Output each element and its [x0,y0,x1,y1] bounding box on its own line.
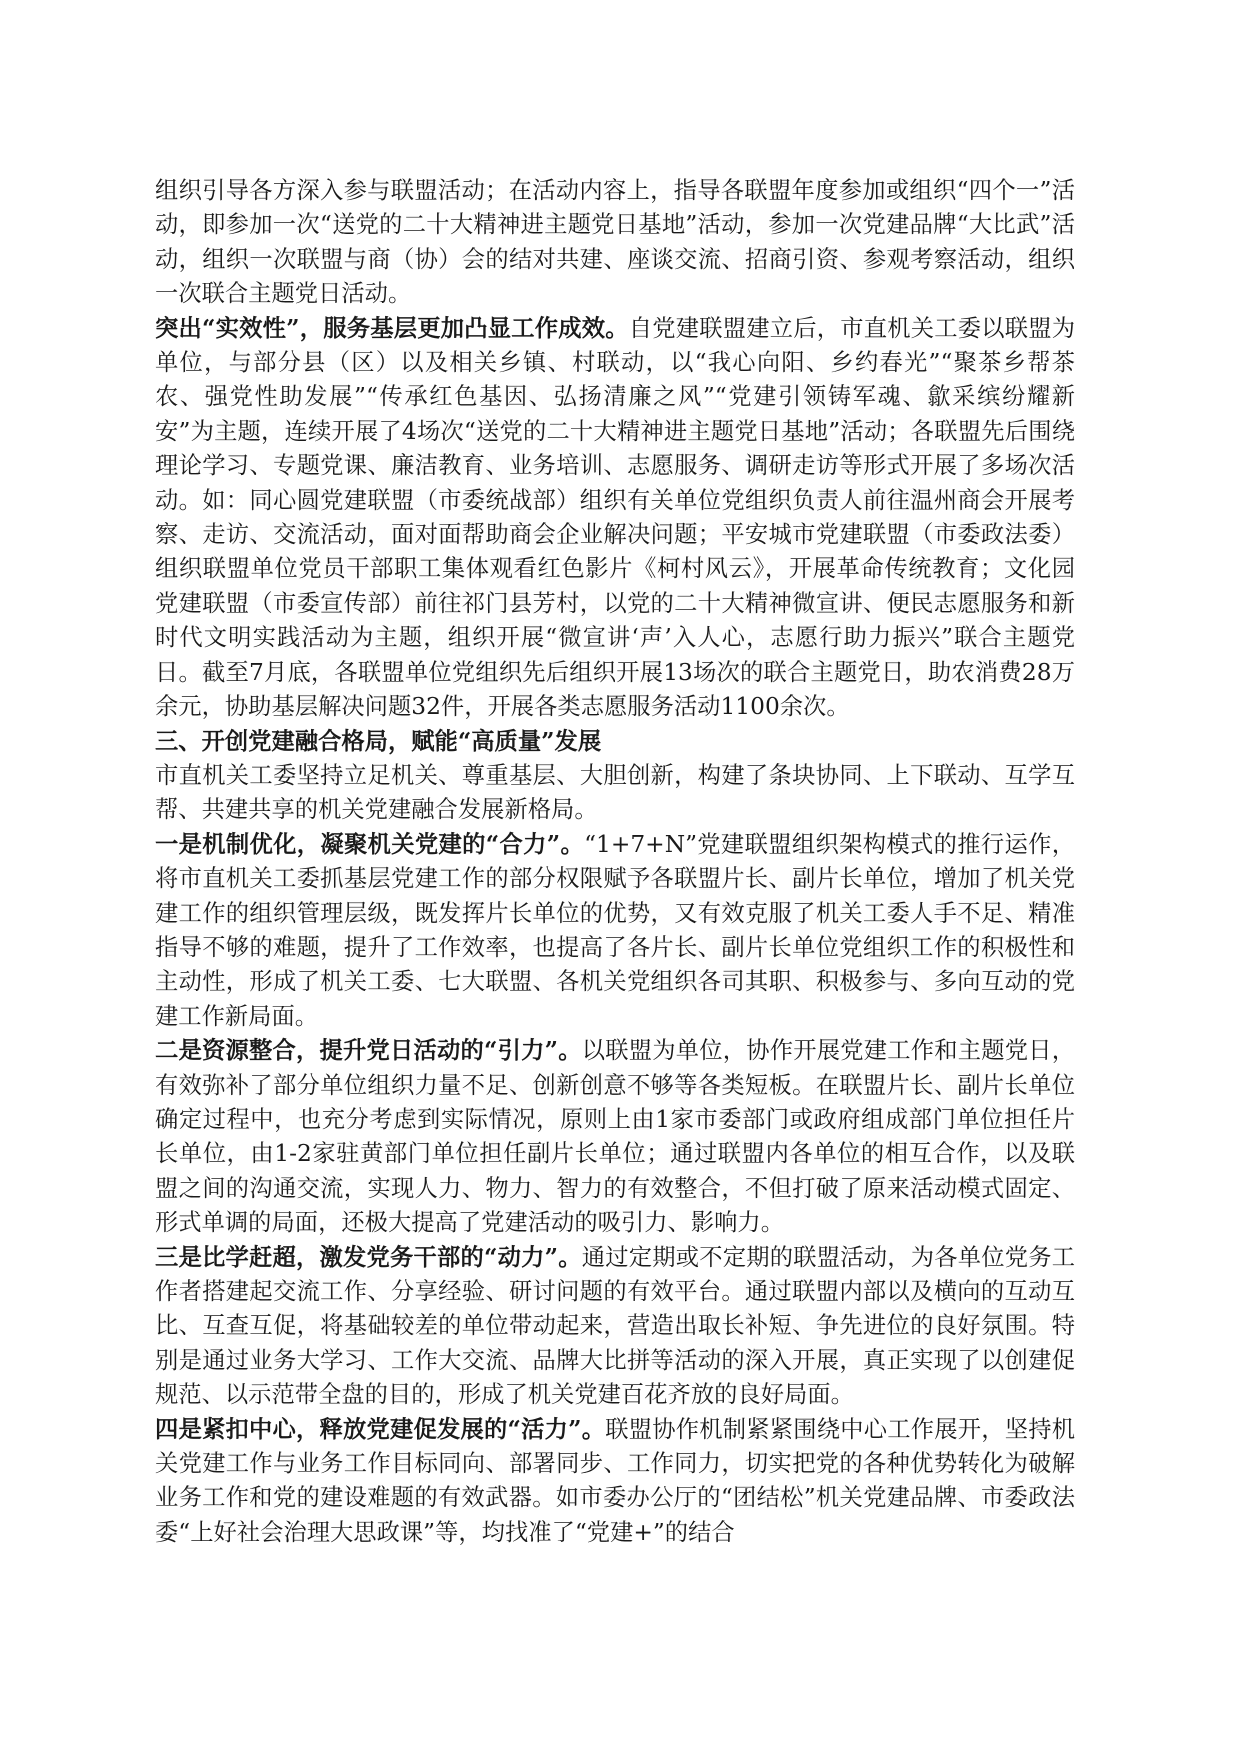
paragraph-point-three [155,1241,1075,1413]
paragraph-lead: 二是资源整合，提升党日活动的“引力”。 [155,1037,582,1065]
paragraph-point-one [155,828,1075,1034]
paragraph-text: 以联盟为单位，协作开展党建工作和主题党日，有效弥补了部分单位组织力量不足、创新创意不够等各类短板。在联盟片长、副片长单位确定过程中，也充分考虑到实际情况，原则上由1家市委部门或政府组成部门单位担任片长单位，由1-2家驻黄部门单位担任副片长单位；通过联盟内各单位的相互合作，以及联盟之间的沟通交流，实现人力、物力、智力的有效整合，不但打破了原来活动模式固定、形式单调的局面，还极大提高了党建活动的吸引力、影响力。 [155,1037,1075,1237]
paragraph-text: 通过定期或不定期的联盟活动，为各单位党务工作者搭建起交流工作、分享经验、研讨问题的有效平台。通过联盟内部以及横向的互动互比、互查互促，将基础较差的单位带动起来，营造出取长补短、争先进位的良好氛围。特别是通过业务大学习、工作大交流、品牌大比拼等活动的深入开展，真正实现了以创建促规范、以示范带全盘的目的，形成了机关党建百花齐放的良好局面。 [155,1243,1075,1409]
paragraph-section-intro [155,759,1075,828]
paragraph-point-four [155,1413,1075,1551]
paragraph-text: 自党建联盟建立后，市直机关工委以联盟为单位，与部分县（区）以及相关乡镇、村联动，以“我心向阳、乡约春光”“聚茶乡帮茶农、强党性助发展”“传承红色基因、弘扬清廉之风”“党建引领铸军魂、歙采缤纷耀新安”为主题，连续开展了4场次“送党的二十大精神进主题党日基地”活动；各联盟先后围绕理论学习、专题党课、廉洁教育、业务培训、志愿服务、调研走访等形式开展了多场次活动。如：同心圆党建联盟（市委统战部）组织有关单位党组织负责人前往温州商会开展考察、走访、交流活动，面对面帮助商会企业解决问题；平安城市党建联盟（市委政法委）组织联盟单位党员干部职工集体观看红色影片《柯村风云》，开展革命传统教育；文化园党建联盟（市委宣传部）前往祁门县芳村，以党的二十大精神微宣讲、便民志愿服务和新时代文明实践活动为主题，组织开展“微宣讲‘声’入人心，志愿行助力振兴”联合主题党日。截至7月底，各联盟单位党组织先后组织开展13场次的联合主题党日，助农消费28万余元，协助基层解决问题32件，开展各类志愿服务活动1100余次。 [155,314,1075,721]
section-heading [155,725,1075,759]
paragraph-text: 市直机关工委坚持立足机关、尊重基层、大胆创新，构建了条块协同、上下联动、互学互帮、共建共享的机关党建融合发展新格局。 [155,761,1075,824]
paragraph-lead: 一是机制优化，凝聚机关党建的“合力”。 [155,830,585,858]
paragraph-text: 联盟协作机制紧紧围绕中心工作展开，坚持机关党建工作与业务工作目标同向、部署同步、工作同力，切实把党的各种优势转化为破解业务工作和党的建设难题的有效武器。如市委办公厅的“团结松”机关党建品牌、市委政法委“上好社会治理大思政课”等，均找准了“党建+”的结合 [155,1415,1075,1546]
paragraph-text: “1+7+N”党建联盟组织架构模式的推行运作，将市直机关工委抓基层党建工作的部分权限赋予各联盟片长、副片长单位，增加了机关党建工作的组织管理层级，既发挥片长单位的优势，又有效克服了机关工委人手不足、精准指导不够的难题，提升了工作效率，也提高了各片长、副片长单位党组织工作的积极性和主动性，形成了机关工委、七大联盟、各机关党组织各司其职、积极参与、多向互动的党建工作新局面。 [155,830,1075,1030]
paragraph-lead: 四是紧扣中心，释放党建促发展的“活力”。 [155,1415,606,1443]
paragraph-effectiveness [155,312,1075,725]
paragraph-point-two [155,1034,1075,1240]
paragraph-lead: 突出“实效性”，服务基层更加凸显工作成效。 [155,314,629,342]
section-heading-text: 三、开创党建融合格局，赋能“高质量”发展 [155,727,602,755]
document-page [155,174,1075,1550]
paragraph-text: 组织引导各方深入参与联盟活动；在活动内容上，指导各联盟年度参加或组织“四个一”活动，即参加一次“送党的二十大精神进主题党日基地”活动，参加一次党建品牌“大比武”活动，组织一次联盟与商（协）会的结对共建、座谈交流、招商引资、参观考察活动，组织一次联合主题党日活动。 [155,177,1075,308]
paragraph-lead: 三是比学赶超，激发党务干部的“动力”。 [155,1243,582,1271]
paragraph-alliance-activities [155,174,1075,312]
